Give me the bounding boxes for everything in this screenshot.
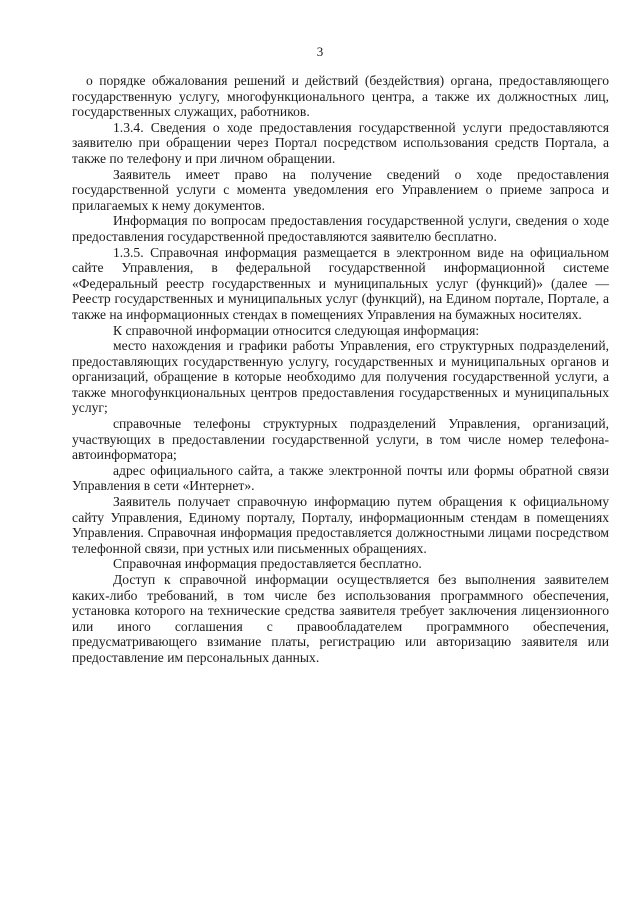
paragraph-access: Доступ к справочной информации осуществляется без выполнения заявителем каких-либо требований, в том числе без использования программного обеспечения, установка которого на технические средства заявителя требует заключения лицензионного или иного соглашения с правообладателем программного обеспечения, предусматривающего взимание платы, регистрацию или авторизацию заявителя или предоставление им персональных данных. — [72, 572, 609, 665]
page-number: 3 — [316, 44, 324, 59]
paragraph-location-schedule: место нахождения и графики работы Управления, его структурных подразделений, предоставляющих государственную услугу, государственных и муниципальных органов и организаций, обращение в которые необходимо для получения государственной услуги, а также многофункциональных центров предоставления государственных и муниципальных услуг; — [72, 338, 609, 416]
paragraph-appeal-procedure: о порядке обжалования решений и действий (бездействия) органа, предоставляющего государственную услугу, многофункционального центра, а также их должностных лиц, государственных служащих, работников. — [72, 73, 609, 120]
paragraph-reference-info-intro: К справочной информации относится следующая информация: — [113, 322, 480, 338]
paragraph-reference-free: Справочная информация предоставляется бесплатно. — [113, 556, 422, 572]
paragraph-website-address: адрес официального сайта, а также электронной почты или формы обратной связи Управления в сети «Интернет». — [72, 462, 609, 494]
paragraph-applicant-receives: Заявитель получает справочную информацию путем обращения к официальному сайту Управления, Единому порталу, Порталу, информационным стендам в помещениях Управления. Справочная информация предоставляется должностными лицами посредством телефонной связи, при устных или письменных обращениях. — [72, 494, 609, 556]
paragraph-phones: справочные телефоны структурных подразделений Управления, организаций, участвующих в предоставлении государственной услуги, в том числе номер телефона-автоинформатора; — [72, 416, 609, 463]
paragraph-info-free: Информация по вопросам предоставления государственной услуги, сведения о ходе предоставления государственной предоставляются заявителю бесплатно. — [72, 213, 609, 244]
paragraph-applicant-right: Заявитель имеет право на получение сведений о ходе предоставления государственной услуги с момента уведомления его Управлением о приеме запроса и прилагаемых к нему документов. — [72, 166, 609, 213]
paragraph-1-3-4: 1.3.4. Сведения о ходе предоставления государственной услуги предоставляются заявителю при обращении через Портал посредством использования средств Портала, а также по телефону и при личном обращении. — [72, 119, 609, 166]
paragraph-1-3-5: 1.3.5. Справочная информация размещается в электронном виде на официальном сайте Управления, в федеральной государственной информационной системе «Федеральный реестр государственных и муниципальных услуг (функций)» (далее — Реестр государственных и муниципальных услуг (функций), на Едином портале, Портале, а также на информационных стендах в помещениях Управления на бумажных носителях. — [72, 244, 609, 322]
document-body — [72, 73, 609, 666]
